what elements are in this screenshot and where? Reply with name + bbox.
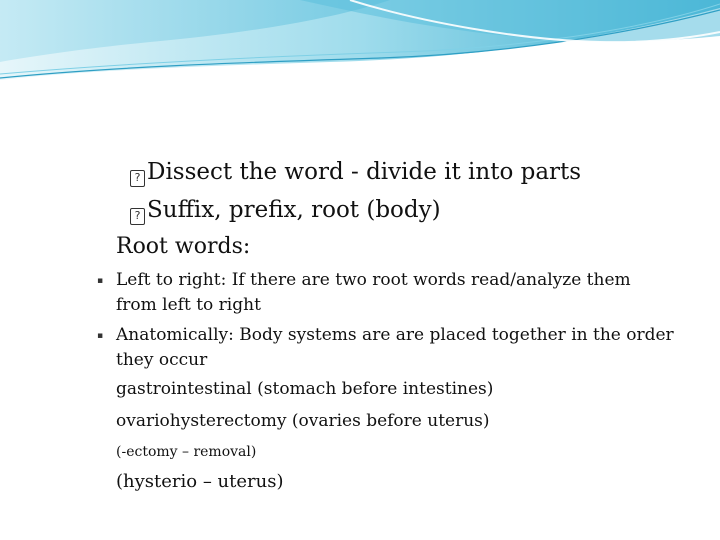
level1-item-text: Dissect the word - divide it into parts <box>147 159 582 185</box>
bullet-item: Left to right: If there are two root words read/analyze them from left to right <box>116 270 631 315</box>
square-bullet-icon: ▪ <box>97 276 104 286</box>
example-line: gastrointestinal (stomach before intestines) <box>116 379 494 399</box>
header-wave-decoration <box>0 0 720 90</box>
level1-item <box>130 161 581 187</box>
note-small: (-ectomy – removal) <box>116 444 257 460</box>
missing-glyph-icon: ? <box>130 208 145 225</box>
subheading: Root words: <box>116 234 251 259</box>
level1-item-text: Suffix, prefix, root (body) <box>147 197 441 223</box>
note-large: (hysterio – uterus) <box>116 471 284 492</box>
bullet-item: Anatomically: Body systems are are placed together in the order they occur <box>116 325 674 370</box>
example-line: ovariohysterectomy (ovaries before uterus) <box>116 411 490 431</box>
level1-item <box>130 199 441 225</box>
square-bullet-icon: ▪ <box>97 331 104 341</box>
missing-glyph-icon: ? <box>130 170 145 187</box>
